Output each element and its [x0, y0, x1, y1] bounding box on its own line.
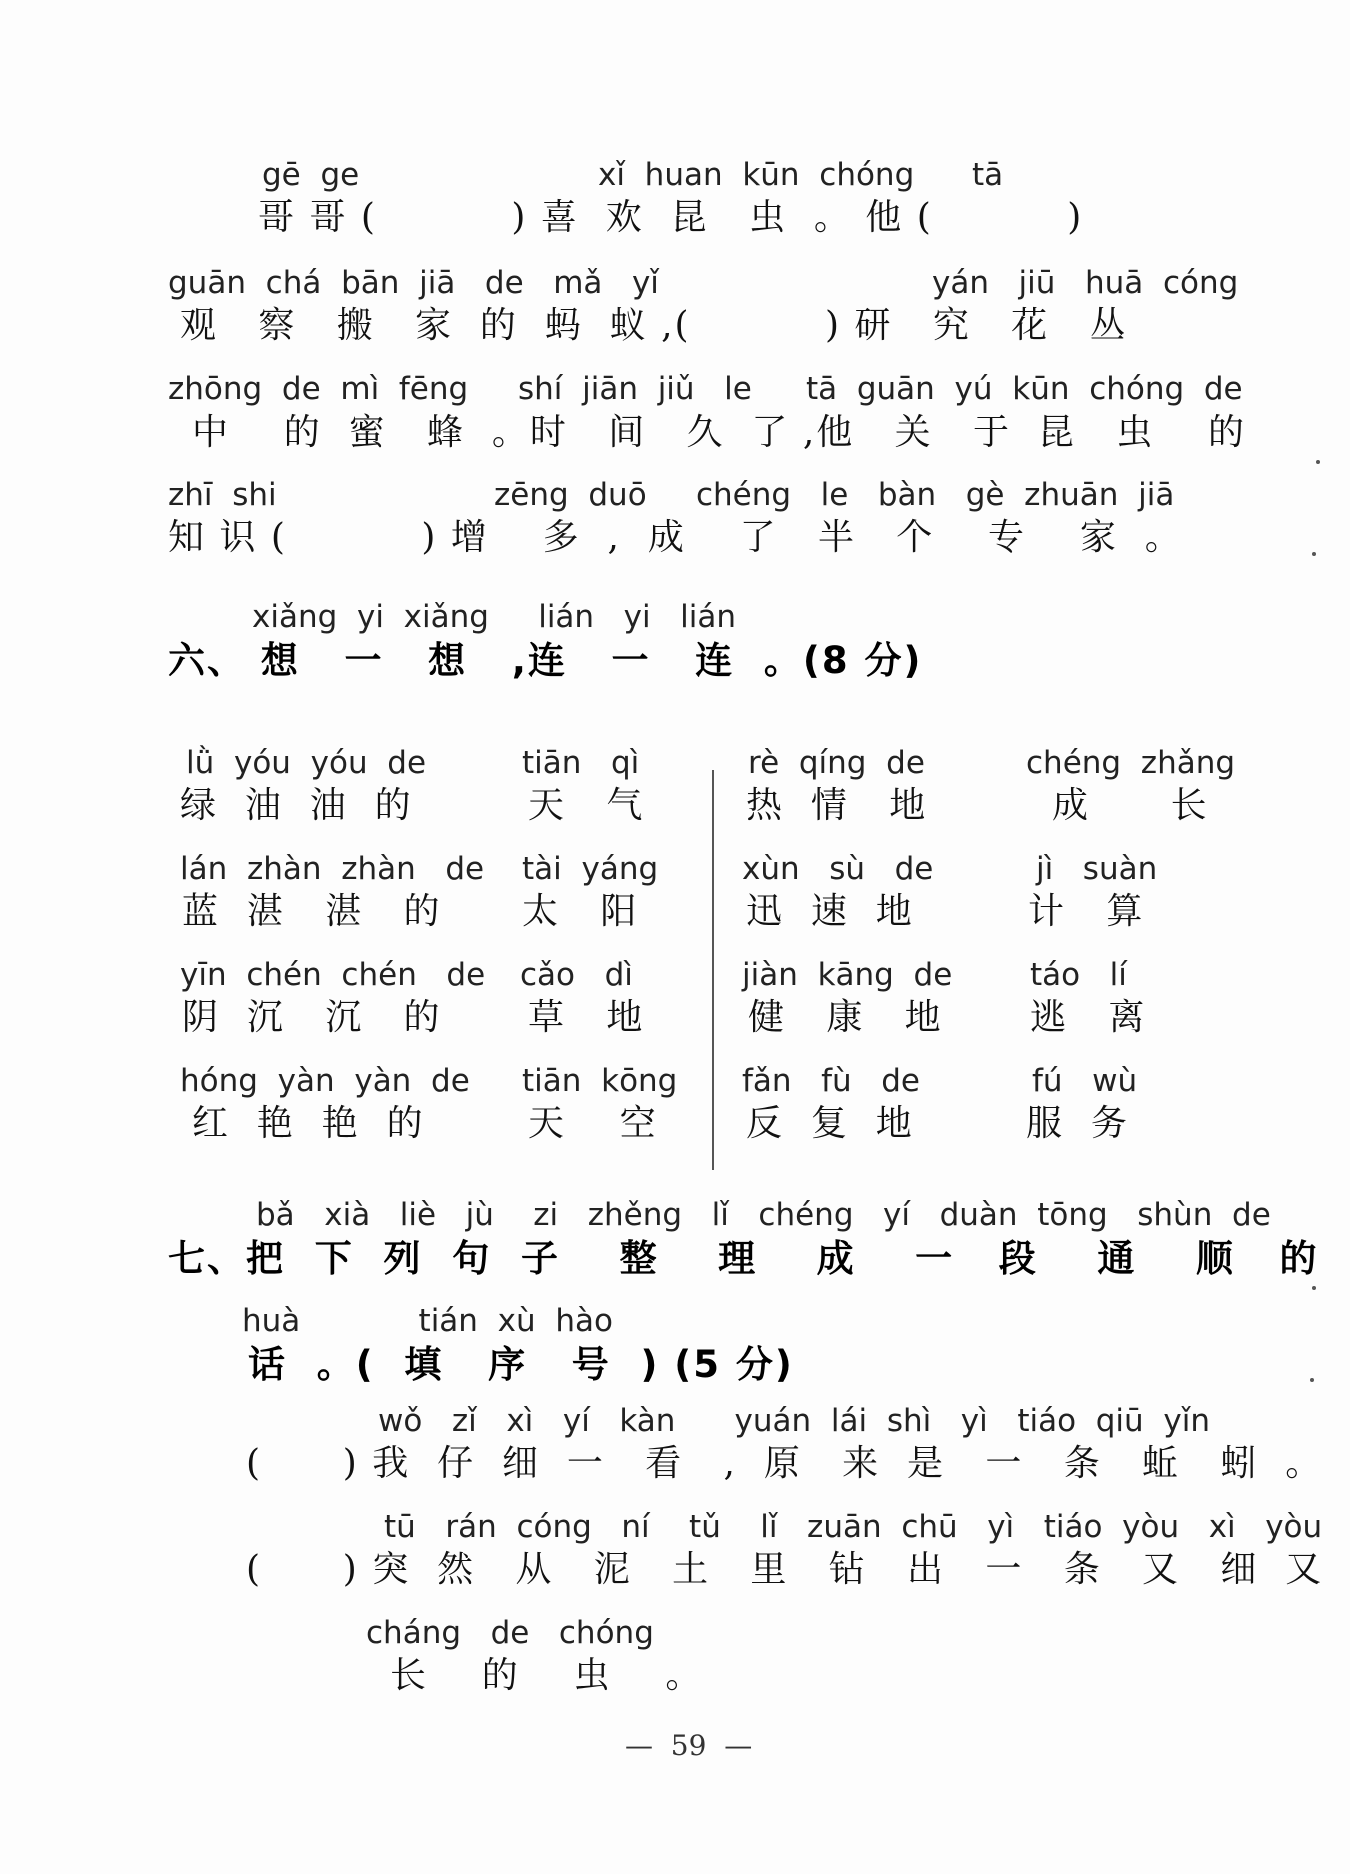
- match-right1-py-1: rè qíng de: [748, 745, 925, 781]
- match-right2-hz-2[interactable]: 计 算: [1028, 891, 1145, 932]
- match-left1-py-3: yīn chén chén de: [180, 957, 486, 993]
- section-6-title: 六、 想 一 想 ,连 一 连 。(8 分): [168, 639, 923, 682]
- match-left2-hz-2[interactable]: 太 阳: [522, 891, 639, 932]
- match-left2-hz-3[interactable]: 草 地: [528, 997, 645, 1038]
- match-left1-hz-2[interactable]: 蓝 湛 湛 的: [182, 891, 442, 932]
- pinyin-line-1c: tā: [972, 157, 1004, 193]
- match-right1-hz-4[interactable]: 反 复 地: [746, 1103, 914, 1144]
- pinyin-line-1a: gē ge: [262, 157, 360, 193]
- pinyin-line-3c: tā guān yú kūn chóng de: [806, 371, 1243, 407]
- match-right1-py-3: jiàn kāng de: [742, 957, 953, 993]
- match-right1-py-4: fǎn fù de: [742, 1063, 920, 1099]
- pinyin-line-4b: zēng duō chéng le bàn gè zhuān jiā: [494, 477, 1175, 513]
- hanzi-line-4: 知 识 ( ) 增 多 , 成 了 半 个 专 家 。: [168, 517, 1183, 558]
- s7-item-2-pinyin: tū rán cóng ní tǔ lǐ zuān chū yì tiáo yòu xì yòu: [384, 1509, 1323, 1545]
- pinyin-line-1b: xǐ huan kūn chóng: [598, 157, 915, 193]
- hanzi-line-1: 哥 哥 ( ) 喜 欢 昆 虫 。 他 ( ): [258, 197, 1084, 238]
- match-left1-hz-3[interactable]: 阴 沉 沉 的: [182, 997, 442, 1038]
- match-left1-py-1: lǜ yóu yóu de: [186, 745, 427, 781]
- match-left2-py-4: tiān kōng: [522, 1063, 678, 1099]
- margin-mark: [1312, 552, 1316, 556]
- pinyin-line-2a: guān chá bān jiā de mǎ yǐ: [168, 265, 659, 301]
- match-left2-py-3: cǎo dì: [520, 957, 633, 993]
- section-7-pinyin-2: huà tián xù hào: [242, 1303, 613, 1339]
- hanzi-line-3: 中 的 蜜 蜂 。时 间 久 了 ,他 关 于 昆 虫 的: [192, 412, 1246, 453]
- pinyin-line-4a: zhī shi: [168, 477, 277, 513]
- margin-mark: [1310, 1378, 1314, 1382]
- match-left2-hz-1[interactable]: 天 气: [528, 785, 645, 826]
- match-right1-hz-2[interactable]: 迅 速 地: [746, 891, 914, 932]
- match-right1-py-2: xùn sù de: [742, 851, 934, 887]
- match-right2-hz-4[interactable]: 服 务: [1026, 1103, 1129, 1144]
- s7-item-1-pinyin: wǒ zǐ xì yí kàn yuán lái shì yì tiáo qiū yǐn: [378, 1403, 1211, 1439]
- page-number: — 59 —: [625, 1729, 753, 1762]
- match-right2-hz-1[interactable]: 成 长: [1052, 785, 1209, 826]
- match-left1-hz-4[interactable]: 红 艳 艳 的: [192, 1103, 425, 1144]
- s7-item-3-pinyin: cháng de chóng: [366, 1615, 654, 1651]
- section-6-pinyin: xiǎng yi xiǎng lián yi lián: [252, 599, 737, 635]
- s7-item-3-sentence: 长 的 虫 。: [390, 1655, 704, 1696]
- match-left1-hz-1[interactable]: 绿 油 油 的: [180, 785, 413, 826]
- match-left1-py-4: hóng yàn yàn de: [180, 1063, 470, 1099]
- section-7-title-2: 话 。( 填 序 号 ) (5 分): [248, 1343, 794, 1386]
- s7-item-1-sentence[interactable]: ( ) 我 仔 细 一 看 , 原 来 是 一 条 蚯 蚓 。: [246, 1443, 1324, 1484]
- section-7-pinyin-1: bǎ xià liè jù zi zhěng lǐ chéng yí duàn tōng shùn de: [256, 1197, 1271, 1233]
- pinyin-line-3b: shí jiān jiǔ le: [518, 371, 752, 407]
- match-right2-py-1: chéng zhǎng: [1026, 745, 1236, 781]
- match-right2-py-3: táo lí: [1030, 957, 1127, 993]
- s7-item-2-sentence[interactable]: ( ) 突 然 从 泥 土 里 钻 出 一 条 又 细 又: [246, 1549, 1324, 1590]
- match-right1-hz-3[interactable]: 健 康 地: [748, 997, 943, 1038]
- match-left1-py-2: lán zhàn zhàn de: [180, 851, 485, 887]
- match-left2-py-2: tài yáng: [522, 851, 659, 887]
- match-left2-hz-4[interactable]: 天 空: [528, 1103, 658, 1144]
- match-right2-hz-3[interactable]: 逃 离: [1030, 997, 1147, 1038]
- match-right2-py-4: fú wù: [1032, 1063, 1138, 1099]
- pinyin-line-2b: yán jiū huā cóng: [932, 265, 1239, 301]
- match-right2-py-2: jì suàn: [1036, 851, 1158, 887]
- pinyin-line-3a: zhōng de mì fēng: [168, 371, 469, 407]
- section-7-title-1: 七、把 下 列 句 子 整 理 成 一 段 通 顺 的: [168, 1237, 1319, 1280]
- margin-mark: [1312, 1286, 1316, 1290]
- match-left2-py-1: tiān qì: [522, 745, 640, 781]
- match-right1-hz-1[interactable]: 热 情 地: [746, 785, 928, 826]
- hanzi-line-2: 观 察 搬 家 的 蚂 蚁 ,( ) 研 究 花 丛: [180, 305, 1128, 346]
- column-divider: [712, 770, 714, 1170]
- margin-mark: [1316, 460, 1320, 464]
